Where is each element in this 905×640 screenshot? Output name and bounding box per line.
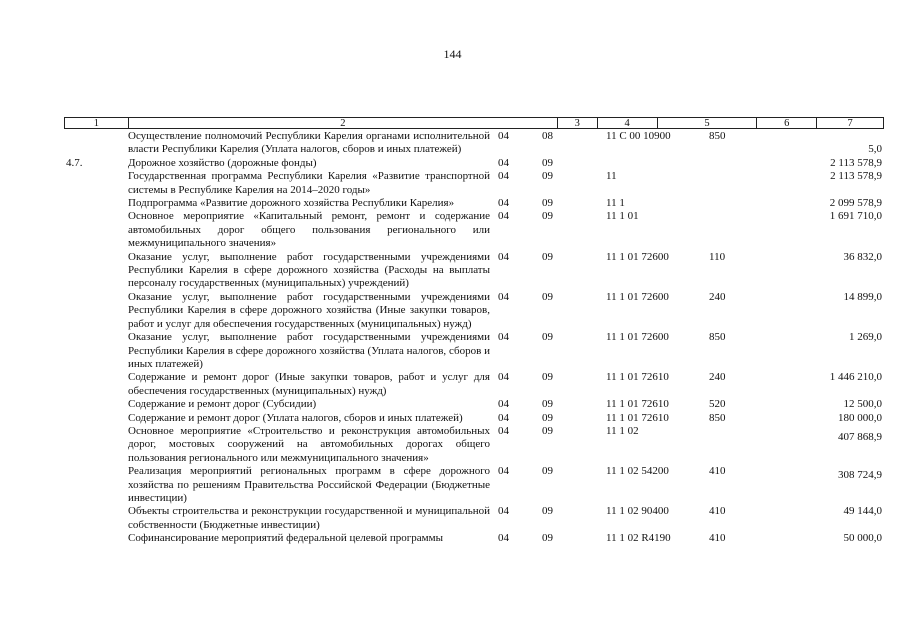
row-target-article: 11 1 01 72600: [606, 290, 669, 303]
row-subsection: 09: [542, 532, 553, 545]
row-section: 04: [498, 156, 509, 169]
row-name: Оказание услуг, выполнение работ государственными учреждениями Республики Карелия в сфере дорожного хозяйства (Уплата налогов, сборов и иных платежей): [128, 331, 490, 370]
row-subsection: 09: [542, 170, 553, 183]
table-row: [0, 170, 905, 197]
row-target-article: 11 1: [606, 197, 625, 210]
row-subsection: 09: [542, 505, 553, 518]
header-col-4: 4: [598, 118, 658, 128]
row-subsection: 09: [542, 465, 553, 478]
row-section: 04: [498, 411, 509, 424]
table-row: [0, 371, 905, 398]
table-row: [0, 465, 905, 505]
row-sum: 2 099 578,9: [829, 197, 882, 210]
row-section: 04: [498, 130, 509, 142]
table-row: [0, 210, 905, 250]
row-subsection: 09: [542, 424, 553, 437]
row-expense-type: 410: [709, 465, 726, 478]
row-name: Подпрограмма «Развитие дорожного хозяйства Республики Карелия»: [128, 197, 455, 210]
row-target-article: 11 1 02 54200: [606, 465, 669, 478]
row-sum: 14 899,0: [843, 290, 882, 303]
table-row: [0, 157, 905, 170]
row-subsection: 08: [542, 130, 553, 142]
row-sum: 308 724,9: [838, 469, 882, 482]
table-row: [0, 251, 905, 291]
row-name: Содержание и ремонт дорог (Иные закупки товаров, работ и услуг для обеспечения государственных (муниципальных) нужд): [128, 371, 490, 397]
row-target-article: 11: [606, 170, 617, 183]
row-name: Государственная программа Республики Карелия «Развитие транспортной системы в Республике Карелия на 2014–2020 годы»: [128, 170, 490, 196]
row-name: Реализация мероприятий региональных программ в сфере дорожного хозяйства по решениям Правительства Российской Федерации (Бюджетные инвестиции): [128, 465, 490, 504]
row-section: 04: [498, 398, 509, 411]
row-target-article: 11 С 00 10900: [606, 130, 671, 142]
row-section: 04: [498, 210, 509, 223]
row-section: 04: [498, 290, 509, 303]
row-sum: 180 000,0: [838, 411, 882, 424]
row-subsection: 09: [542, 197, 553, 210]
row-section: 04: [498, 170, 509, 183]
row-number: 4.7.: [66, 156, 83, 169]
row-expense-type: 410: [709, 505, 726, 518]
row-name: Оказание услуг, выполнение работ государственными учреждениями Республики Карелия в сфере дорожного хозяйства (Расходы на выплаты персоналу государственных (муниципальных) учреждений): [128, 250, 490, 290]
row-sum: 1 446 210,0: [829, 371, 882, 384]
row-target-article: 11 1 01 72610: [606, 411, 669, 424]
row-name: Основное мероприятие «Капитальный ремонт, ремонт и содержание автомобильных дорог общего пользования регионального или межмуниципального значения»: [128, 210, 490, 250]
row-target-article: 11 1 01 72610: [606, 398, 669, 411]
row-expense-type: 850: [709, 331, 726, 344]
row-section: 04: [498, 371, 509, 384]
row-target-article: 11 1 01 72610: [606, 371, 669, 384]
header-col-5: 5: [658, 118, 758, 128]
row-sum: 2 113 578,9: [830, 170, 882, 183]
row-subsection: 09: [542, 250, 553, 263]
row-sum: 36 832,0: [843, 250, 882, 263]
row-name: Основное мероприятие «Строительство и реконструкция автомобильных дорог, мостовых сооружений на автомобильных дорогах общего пользования регионального или межмуниципального значения»: [128, 424, 490, 464]
row-name: Софинансирование мероприятий федеральной целевой программы: [128, 532, 443, 545]
row-expense-type: 850: [709, 411, 726, 424]
row-expense-type: 240: [709, 371, 726, 384]
row-expense-type: 520: [709, 398, 726, 411]
table-row: [0, 398, 905, 411]
row-sum: 407 868,9: [838, 430, 882, 443]
row-sum: 1 269,0: [849, 331, 882, 344]
row-expense-type: 850: [709, 130, 726, 142]
header-col-2: 2: [129, 118, 558, 128]
row-sum: 49 144,0: [843, 505, 882, 518]
row-name: Оказание услуг, выполнение работ государственными учреждениями Республики Карелия в сфере дорожного хозяйства (Иные закупки товаров, работ и услуг для обеспечения государственных (муниципальных) нужд): [128, 290, 490, 330]
row-name: Объекты строительства и реконструкции государственной и муниципальной собственности (Бюджетные инвестиции): [128, 505, 490, 531]
row-target-article: 11 1 02 R4190: [606, 532, 671, 545]
row-subsection: 09: [542, 290, 553, 303]
table-header: [64, 117, 884, 129]
row-subsection: 09: [542, 371, 553, 384]
row-sum: 1 691 710,0: [829, 210, 882, 223]
row-section: 04: [498, 465, 509, 478]
table-row: [0, 331, 905, 371]
header-col-3: 3: [558, 118, 598, 128]
row-sum: 5,0: [868, 143, 882, 156]
page-number: 144: [443, 47, 462, 61]
row-subsection: 09: [542, 156, 553, 169]
table-body: [0, 130, 905, 546]
row-name: Дорожное хозяйство (дорожные фонды): [128, 156, 317, 169]
table-row: [0, 505, 905, 532]
row-subsection: 09: [542, 411, 553, 424]
row-subsection: 09: [542, 331, 553, 344]
row-target-article: 11 1 01 72600: [606, 331, 669, 344]
header-col-6: 6: [757, 118, 817, 128]
table-row: [0, 130, 905, 157]
row-target-article: 11 1 02 90400: [606, 505, 669, 518]
table-row: [0, 412, 905, 425]
row-section: 04: [498, 197, 509, 210]
row-section: 04: [498, 505, 509, 518]
table-row: [0, 532, 905, 545]
row-target-article: 11 1 02: [606, 424, 639, 437]
row-subsection: 09: [542, 210, 553, 223]
header-col-1: 1: [65, 118, 129, 128]
row-sum: 12 500,0: [843, 398, 882, 411]
row-target-article: 11 1 01: [606, 210, 639, 223]
table-row: [0, 197, 905, 210]
row-section: 04: [498, 250, 509, 263]
row-name: Содержание и ремонт дорог (Уплата налогов, сборов и иных платежей): [128, 411, 463, 424]
row-target-article: 11 1 01 72600: [606, 250, 669, 263]
row-section: 04: [498, 331, 509, 344]
header-col-7: 7: [847, 118, 853, 129]
row-section: 04: [498, 532, 509, 545]
table-row: [0, 425, 905, 465]
row-name: Осуществление полномочий Республики Карелия органами исполнительной власти Республики Карелия (Уплата налогов, сборов и иных платежей): [128, 130, 490, 156]
row-sum: 2 113 578,9: [830, 156, 882, 169]
table-row: [0, 291, 905, 331]
row-name: Содержание и ремонт дорог (Субсидии): [128, 398, 317, 411]
row-subsection: 09: [542, 398, 553, 411]
row-expense-type: 110: [709, 250, 726, 263]
row-expense-type: 410: [709, 532, 726, 545]
row-section: 04: [498, 424, 509, 437]
row-expense-type: 240: [709, 290, 726, 303]
row-sum: 50 000,0: [843, 532, 882, 545]
